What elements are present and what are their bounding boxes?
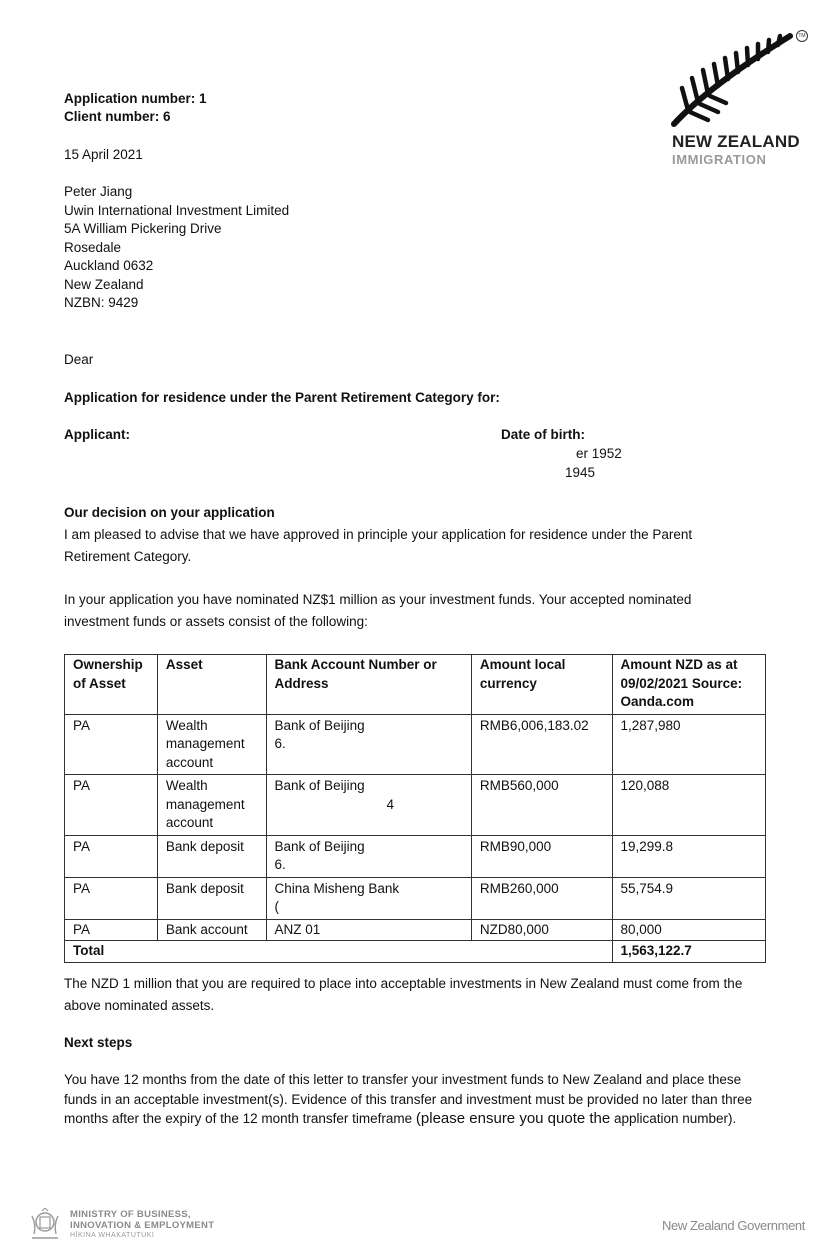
applicant-label: Applicant:: [64, 427, 130, 442]
mbie-line-1: MINISTRY OF BUSINESS,: [70, 1209, 191, 1220]
dob-value-2: 1945: [565, 465, 596, 480]
cell-nzd-amount: 120,088: [612, 775, 766, 836]
application-number: [64, 90, 207, 109]
cell-bank: [266, 714, 471, 775]
next-steps-text: You have 12 months from the date of this letter to transfer your investment funds to New Zealand and place these funds in an acceptable investment(s). Evidence of this transfer and investment must be provided no later than three months after the expiry of the 12 month transfer timeframe: [64, 1072, 753, 1126]
quote-note: (please ensure you quote the: [415, 1110, 611, 1127]
address-line: New Zealand: [64, 276, 144, 292]
column-header-amount-nzd: Amount NZD as at 09/02/2021 Source: Oanda.com: [612, 655, 766, 715]
column-header-ownership: Ownership of Asset: [65, 655, 158, 715]
dob-value-1: er 1952: [576, 446, 622, 461]
cell-owner: PA: [65, 919, 158, 941]
address-line: Peter Jiang: [64, 184, 133, 199]
decision-paragraph: I am pleased to advise that we have approved in principle your application for residence under the Parent Retirement Category.: [64, 527, 693, 564]
table-total-row: [65, 941, 766, 963]
account-number: 4: [386, 796, 395, 812]
cell-bank: ANZ 01: [266, 919, 471, 941]
account-number: 6.: [274, 736, 286, 751]
silver-fern-icon: [668, 28, 808, 132]
cell-asset: Bank deposit: [157, 877, 266, 919]
table-row: [65, 835, 766, 877]
trademark-badge: TM: [796, 30, 808, 42]
investment-paragraph: In your application you have nominated NZ$1 million as your investment funds. Your accepted nominated investment funds or assets consist of the following:: [64, 592, 692, 629]
mbie-logo: [28, 1206, 228, 1246]
address-line: 5A William Pickering Drive: [64, 221, 222, 236]
bank-name: Bank of Beijing: [274, 717, 365, 733]
cell-owner: PA: [65, 714, 158, 775]
application-number-label: Application number:: [64, 91, 196, 106]
cell-asset: Wealth management account: [157, 714, 266, 775]
table-row: [65, 919, 766, 941]
logo-wordmark-new-zealand: NEW ZEALAND: [672, 132, 800, 151]
mbie-line-3: HĪKINA WHAKATUTUKI: [70, 1232, 155, 1239]
nz-immigration-logo: [668, 28, 808, 168]
next-steps-end: application number).: [610, 1111, 737, 1126]
client-number-value: 6: [163, 109, 171, 124]
account-number: (: [274, 899, 280, 914]
recipient-address: [64, 183, 289, 313]
next-steps-heading: Next steps: [64, 1035, 133, 1050]
letter-subject: Application for residence under the Parent Retirement Category for:: [64, 390, 500, 405]
cell-nzd-amount: 19,299.8: [612, 835, 766, 877]
client-number-label: Client number:: [64, 109, 160, 124]
coat-of-arms-icon: [28, 1208, 62, 1242]
nz-government-wordmark: New Zealand Government: [662, 1218, 805, 1233]
mbie-name: [70, 1209, 214, 1231]
cell-local-amount: RMB6,006,183.02: [471, 714, 612, 775]
salutation: Dear: [64, 352, 94, 367]
table-row: [65, 877, 766, 919]
next-steps-paragraph: [64, 1070, 764, 1129]
investment-assets-table: [64, 654, 766, 963]
bank-name: China Misheng Bank: [274, 880, 400, 896]
table-row: [65, 714, 766, 775]
address-line: Auckland 0632: [64, 258, 154, 273]
table-header-row: [65, 655, 766, 715]
decision-heading: Our decision on your application: [64, 505, 275, 520]
cell-bank: [266, 775, 471, 836]
cell-bank: [266, 835, 471, 877]
cell-asset: Bank account: [157, 919, 266, 941]
total-label: Total: [65, 941, 613, 963]
account-number: 6.: [274, 857, 286, 872]
cell-asset: Wealth management account: [157, 775, 266, 836]
address-line: Uwin International Investment Limited: [64, 202, 290, 218]
column-header-bank-account: Bank Account Number or Address: [266, 655, 471, 715]
cell-owner: PA: [65, 835, 158, 877]
cell-nzd-amount: 80,000: [612, 919, 766, 941]
address-line: NZBN: 9429: [64, 295, 139, 310]
cell-owner: PA: [65, 775, 158, 836]
mbie-line-2: INNOVATION & EMPLOYMENT: [70, 1220, 215, 1231]
column-header-asset: Asset: [157, 655, 266, 715]
cell-local-amount: RMB260,000: [471, 877, 612, 919]
application-number-value: 1: [199, 91, 207, 106]
client-number: [64, 108, 171, 127]
cell-local-amount: NZD80,000: [471, 919, 612, 941]
cell-nzd-amount: 55,754.9: [612, 877, 766, 919]
dob-label: Date of birth:: [501, 427, 585, 442]
bank-name: Bank of Beijing: [274, 778, 365, 793]
cell-nzd-amount: 1,287,980: [612, 714, 766, 775]
address-line: Rosedale: [64, 239, 122, 255]
cell-owner: PA: [65, 877, 158, 919]
column-header-amount-local: Amount local currency: [471, 655, 612, 715]
nominated-assets-paragraph: The NZD 1 million that you are required to place into acceptable investments in New Zealand must come from the above nominated assets.: [64, 976, 743, 1013]
bank-name: Bank of Beijing: [274, 838, 365, 854]
cell-bank: [266, 877, 471, 919]
cell-local-amount: RMB560,000: [471, 775, 612, 836]
letter-date: 15 April 2021: [64, 147, 143, 162]
logo-wordmark-immigration: IMMIGRATION: [672, 152, 767, 167]
cell-local-amount: RMB90,000: [471, 835, 612, 877]
total-value: 1,563,122.7: [612, 941, 766, 963]
cell-asset: Bank deposit: [157, 835, 266, 877]
table-row: [65, 775, 766, 836]
